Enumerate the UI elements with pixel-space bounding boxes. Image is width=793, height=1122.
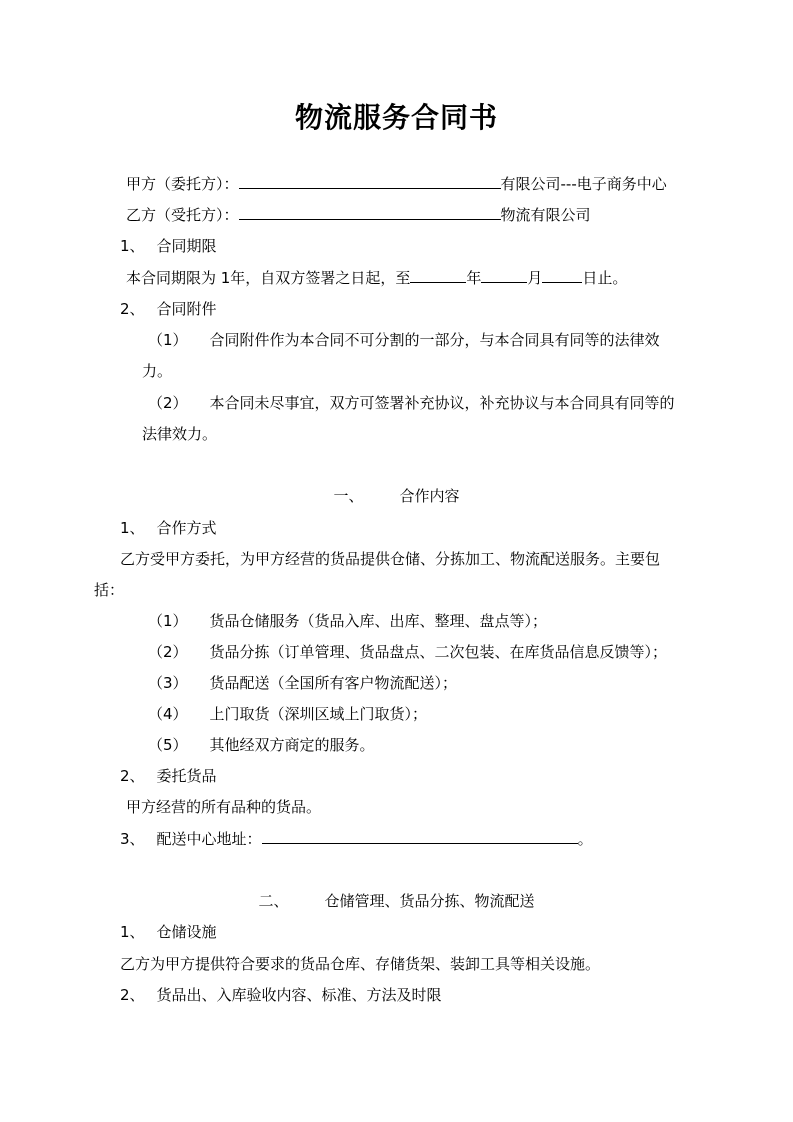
- storage-facilities-num: 1、: [120, 923, 145, 941]
- annex-item-2: [148, 393, 675, 413]
- inbound-outbound-heading: [120, 985, 442, 1005]
- service-item-1: [148, 611, 547, 631]
- delivery-center-label: 配送中心地址：: [156, 830, 262, 848]
- party-a-suffix: 有限公司---电子商务中心: [500, 175, 667, 193]
- cooperation-para-line2: 括：: [94, 581, 125, 599]
- service-item-3-num: （3）: [148, 674, 188, 692]
- service-item-4: [148, 704, 427, 724]
- annex-item-1-num: （1）: [148, 331, 188, 349]
- entrusted-goods-text: 委托货品: [156, 767, 217, 785]
- entrusted-goods-num: 2、: [120, 767, 145, 785]
- service-item-2: [148, 642, 667, 662]
- term-heading: [120, 236, 217, 256]
- entrusted-goods-heading: [120, 766, 217, 786]
- delivery-center-num: 3、: [120, 830, 145, 848]
- annex-heading-text: 合同附件: [156, 300, 217, 318]
- term-day-label: 日止。: [582, 269, 628, 287]
- section-2-num: 二、: [258, 892, 289, 910]
- service-item-5-num: （5）: [148, 736, 188, 754]
- cooperation-para-line1: 乙方受甲方委托，为甲方经营的货品提供仓储、分拣加工、物流配送服务。主要包: [120, 550, 661, 568]
- cooperation-mode-heading: [120, 518, 217, 538]
- term-heading-text: 合同期限: [156, 237, 217, 255]
- year-blank: [410, 268, 466, 283]
- inbound-outbound-text: 货品出、入库验收内容、标准、方法及时限: [156, 986, 442, 1004]
- term-text-a: 本合同期限为 1年，自双方签署之日起，至: [126, 269, 411, 287]
- term-year-label: 年: [466, 269, 482, 287]
- delivery-center-blank: [262, 829, 578, 844]
- cooperation-mode-num: 1、: [120, 519, 145, 537]
- delivery-center-line: [120, 829, 593, 849]
- section-1-title: 合作内容: [399, 487, 460, 505]
- service-item-2-text: 货品分拣（订单管理、货品盘点、二次包装、在库货品信息反馈等）；: [209, 643, 668, 661]
- annex-item-2-cont: 法律效力。: [142, 425, 218, 443]
- party-b-blank: [239, 205, 501, 220]
- annex-item-2-text: 本合同未尽事宜，双方可签署补充协议，补充协议与本合同具有同等的: [209, 394, 675, 412]
- service-item-2-num: （2）: [148, 643, 188, 661]
- storage-facilities-desc: 乙方为甲方提供符合要求的货品仓库、存储货架、装卸工具等相关设施。: [120, 955, 601, 973]
- section-1-heading: [0, 486, 793, 506]
- service-item-4-num: （4）: [148, 705, 188, 723]
- section-2-title: 仓储管理、货品分拣、物流配送: [324, 892, 535, 910]
- annex-heading: [120, 299, 217, 319]
- entrusted-goods-desc: 甲方经营的所有品种的货品。: [126, 798, 322, 816]
- annex-item-2-num: （2）: [148, 394, 188, 412]
- delivery-center-end: 。: [577, 830, 593, 848]
- service-item-3-text: 货品配送（全国所有客户物流配送）；: [209, 674, 458, 692]
- annex-heading-num: 2、: [120, 300, 145, 318]
- service-item-1-text: 货品仓储服务（货品入库、出库、整理、盘点等）；: [209, 612, 548, 630]
- term-month-label: 月: [527, 269, 543, 287]
- service-item-1-num: （1）: [148, 612, 188, 630]
- party-b-label: 乙方（受托方）：: [126, 206, 239, 224]
- month-blank: [481, 268, 527, 283]
- section-1-num: 一、: [333, 487, 364, 505]
- storage-facilities-text: 仓储设施: [156, 923, 217, 941]
- day-blank: [542, 268, 582, 283]
- service-item-5-text: 其他经双方商定的服务。: [209, 736, 375, 754]
- party-a-line: [126, 174, 667, 194]
- contract-title: 物流服务合同书: [294, 101, 498, 134]
- party-a-blank: [239, 174, 501, 189]
- party-b-suffix: 物流有限公司: [500, 206, 591, 224]
- annex-item-1-cont: 力。: [142, 362, 173, 380]
- service-item-4-text: 上门取货（深圳区域上门取货）；: [209, 705, 428, 723]
- term-heading-num: 1、: [120, 237, 145, 255]
- service-item-3: [148, 673, 457, 693]
- term-text: [126, 268, 627, 288]
- annex-item-1: [148, 330, 660, 350]
- storage-facilities-heading: [120, 922, 217, 942]
- service-item-5: [148, 735, 375, 755]
- annex-item-1-text: 合同附件作为本合同不可分割的一部分，与本合同具有同等的法律效: [209, 331, 660, 349]
- cooperation-mode-text: 合作方式: [156, 519, 217, 537]
- party-b-line: [126, 205, 591, 225]
- section-2-heading: [0, 891, 793, 911]
- inbound-outbound-num: 2、: [120, 986, 145, 1004]
- party-a-label: 甲方（委托方）：: [126, 175, 239, 193]
